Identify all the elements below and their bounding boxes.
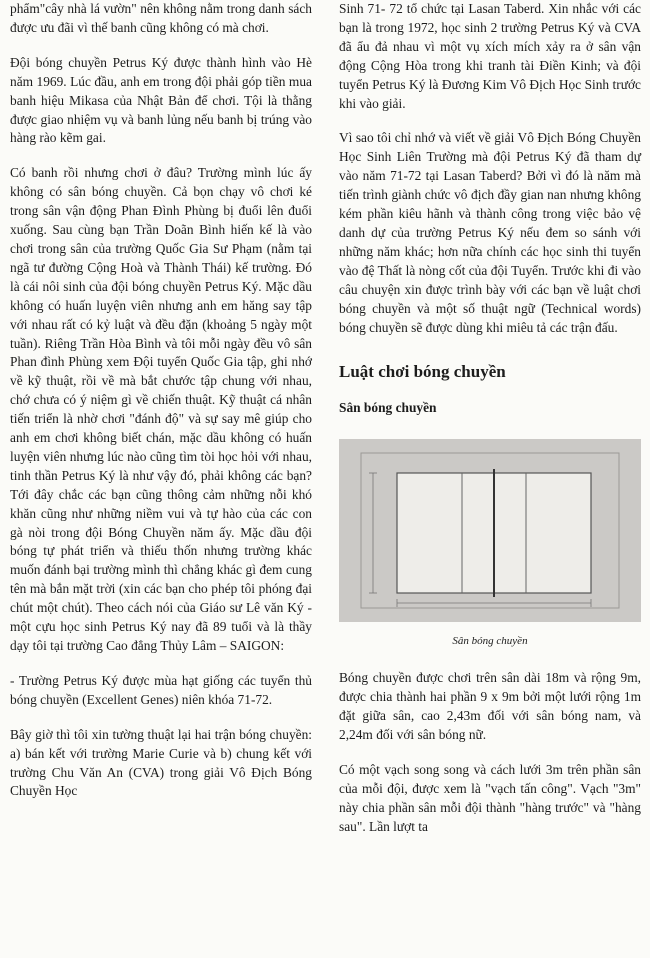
volleyball-court-image <box>339 439 641 622</box>
left-column <box>10 0 312 801</box>
court-figure <box>339 439 641 651</box>
paragraph: Bóng chuyền được chơi trên sân dài 18m và rộng 9m, được chia thành hai phần 9 x 9m bởi một lưới rộng 1m đặt giữa sân, cao 2,43m đối với sân bóng nam, và 2,24m đối với sân bóng nữ. <box>339 670 641 743</box>
paragraph: - Trường Petrus Ký được mùa hạt giống các tuyển thủ bóng chuyền (Excellent Genes) niên khóa 71-72. <box>10 672 312 707</box>
paragraph: phẩm"cây nhà lá vườn" nên không nằm trong danh sách được ưu đãi vì thế banh cũng không có mà chơi. <box>10 1 312 35</box>
paragraph: Có một vạch song song và cách lưới 3m trên phần sân của mỗi đội, được xem là "vạch tấn công". Vạch "3m" này chia phần sân mỗi đội thành "hàng trước" và "hàng sau". Lần lượt ta <box>339 761 641 834</box>
volleyball-court-diagram <box>339 439 641 622</box>
paragraph: Đội bóng chuyền Petrus Ký được thành hình vào Hè năm 1969. Lúc đầu, anh em trong đội phải góp tiền mua banh hiệu Mikasa của Nhật Bản để chơi. Tội là thằng được giao nhiệm vụ và banh lủng nếu banh bị trúng vào hàng rào kẽm gai. <box>10 54 312 146</box>
figure-caption: Sân bóng chuyền <box>452 635 528 648</box>
section-heading: Luật chơi bóng chuyền <box>339 362 506 382</box>
paragraph: Vì sao tôi chỉ nhớ và viết về giải Vô Địch Bóng Chuyền Học Sinh Liên Trường mà đội Petrus Ký đã tham dự vào năm 71-72 tại Lasan Taberd? Bởi vì đó là năm mà tiến trình giành chức vô địch đầy gian nan nhưng không kém phần kiêu hãnh và thành công trong việc bảo vệ danh dự của trường Petrus Ký nếu đem so sánh với những năm khác; hơn nữa chính các học sinh thi tuyển vào đệ Thất là nòng cốt của đội Tuyển. Trước khi đi vào câu chuyện xin được trình bày với các bạn về luật chơi bóng chuyền và một số thuật ngữ (Technical words) bóng chuyền sẽ được dùng khi miêu tả các trận đấu. <box>339 130 641 335</box>
paragraph: Có banh rồi nhưng chơi ở đâu? Trường mình lúc ấy không có sân bóng chuyền. Cả bọn chạy vô chơi ké trong sân vận động Phan Đình Phùng bị đuổi lên đuổi xuống. Sau cùng bạn Trần Doãn Bình hiến kế là vào chơi trong sân của trường Quốc Gia Sư Phạm (nằm tại ngã tư đường Cộng Hoà và Thành Thái) kế trường. Đó là cái nôi sinh của đội bóng chuyền Petrus Ký. Mặc dầu không có huấn luyện viên nhưng anh em hăng say tập với nhau rất có kỷ luật và đều đặn (khoảng 5 ngày một tuần). Riêng Trần Hòa Bình và tôi mỗi ngày đều vô sân Phan đình Phùng xem Đội tuyển Quốc Gia tập, ghi nhớ về kỹ thuật, rồi về mà bắt chước tập chung với nhau, chớ chưa có ý niệm gì về chiến thuật. Kỹ thuật cá nhân tiến triển là nhờ chơi "đánh độ" và sự say mê giúp cho anh em chơi không biết chán, mặc dầu không có huấn luyện viên nhưng lúc nào cũng tìm tòi học hỏi với nhau, tinh thần Petrus Ký là như vậy đó, phải không các bạn? Tới đây chắc các bạn cũng thông cảm những nỗi khó khăn cũng như những niềm vui và tự hào của các con gà nòi trong đội Bóng Chuyền năm ấy. Mặc dầu đội bóng tự phát triển và thiếu thốn nhưng trường khác muốn đánh bại trường mình thì chẳng khác gì đem cung tên mà bắn mặt trời (xin các bạn cho phép tôi phóng đại chút một chút). Theo cách nói của Giáo sư Lê văn Ký - một cựu học sinh Petrus Ký nay đã 89 tuổi và là thầy dạy tôi tại trường Cao đẳng Thủy Lâm – SAIGON: <box>10 165 312 653</box>
right-column <box>339 0 641 837</box>
paragraph: Bây giờ thì tôi xin tường thuật lại hai trận bóng chuyền: a) bán kết với trường Marie Curie và b) chung kết với trường Chu Văn An (CVA) trong giải Vô Địch Bóng Chuyền Học <box>10 726 312 799</box>
paragraph: Sinh 71- 72 tổ chức tại Lasan Taberd. Xin nhắc với các bạn là trong 1972, học sinh 2 trường Petrus Ký và CVA đã ẩu đả nhau vì một vụ xích mích xảy ra ở sân vận động Cộng Hòa trong khi tranh tài Điền Kinh; và đội tuyển Petrus Ký là Đương Kim Vô Địch Học Sinh trước khi vào giải. <box>339 1 641 111</box>
subsection-heading: Sân bóng chuyền <box>339 400 437 416</box>
